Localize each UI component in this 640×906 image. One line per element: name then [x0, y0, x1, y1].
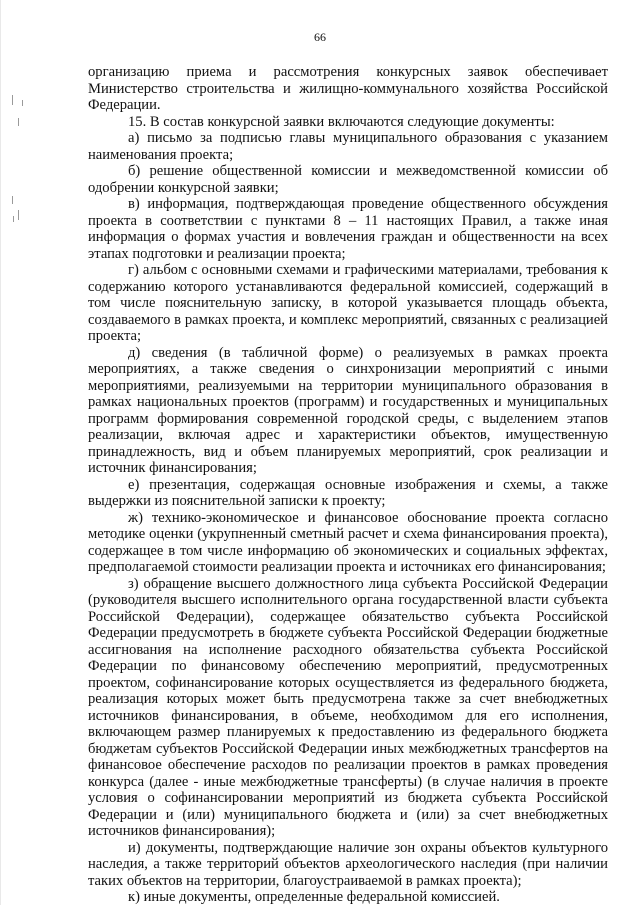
paragraph-item-i: и) документы, подтверждающие наличие зон охраны объектов культурного наследия, а также территорий объектов археологического наследия (при наличии таких объектов на территории, благоустраиваемой в рамках проекта); — [88, 839, 608, 889]
page-number: 66 — [314, 30, 326, 44]
paragraph-item-b: б) решение общественной комиссии и межведомственной комиссии об одобрении конкурсной заявки; — [88, 163, 608, 196]
document-body — [88, 64, 608, 906]
paragraph-item-d: д) сведения (в табличной форме) о реализуемых в рамках проекта мероприятиях, а также сведения о синхронизации мероприятий с иными мероприятиями, реализуемыми на территории муниципального образования в рамках национальных проектов (программ) и государственных и муниципальных программ формирования современной городской среды, с выделением этапов реализации, включая адрес и характеристики объектов, имущественную принадлежность, вид и объем планируемых мероприятий, срок реализации и источник финансирования; — [88, 344, 608, 476]
paragraph-item-15: 15. В состав конкурсной заявки включаются следующие документы: — [128, 113, 555, 130]
paragraph-item-a: а) письмо за подписью главы муниципального образования с указанием наименования проекта; — [88, 130, 608, 163]
paragraph-intro: организацию приема и рассмотрения конкурсных заявок обеспечивает Министерство строительства и жилищно-коммунального хозяйства Российской Федерации. — [88, 64, 608, 113]
paragraph-item-z: з) обращение высшего должностного лица субъекта Российской Федерации (руководителя высшего исполнительного органа государственной власти субъекта Российской Федерации), содержащее обязательство субъекта Российской Федерации предусмотреть в бюджете субъекта Российской Федерации бюджетные ассигнования на исполнение расходного обязательства субъекта Российской Федерации по финансовому обеспечению мероприятий, предусмотренных проектом, софинансирование которых осуществляется из федерального бюджета, реализация которых может быть предусмотрена также за счет внебюджетных источников финансирования, в объеме, необходимом для его исполнения, включающем размер планируемых к предоставлению из федерального бюджета бюджетам субъектов Российской Федерации иных межбюджетных трансфертов на финансовое обеспечение расходов по реализации проектов в рамках проведения конкурса (далее - иные межбюджетные трансферты) (в случае наличия в проекте условия о софинансировании мероприятий из бюджета субъекта Российской Федерации и (или) муниципального бюджета и (или) за счет внебюджетных источников финансирования); — [88, 575, 608, 839]
paragraph-item-k: к) иные документы, определенные федеральной комиссией. — [128, 889, 500, 905]
margin-scan-marks — [0, 0, 40, 905]
paragraph-item-g: г) альбом с основными схемами и графическими материалами, требования к содержанию которого устанавливаются федеральной комиссией, содержащий в том числе пояснительную записку, в которой указывается площадь объекта, создаваемого в рамках проекта, и комплекс мероприятий, связанных с реализацией проекта; — [88, 262, 608, 344]
paragraph-item-zh: ж) технико-экономическое и финансовое обоснование проекта согласно методике оценки (укрупненный сметный расчет и схема финансирования проекта), содержащее в том числе информацию об экономических и социальных эффектах, предполагаемой стоимости реализации проекта и источниках его финансирования; — [88, 509, 608, 575]
paragraph-item-v: в) информация, подтверждающая проведение общественного обсуждения проекта в соответствии с пунктами 8 – 11 настоящих Правил, а также иная информация о формах участия и вовлечения граждан и общественности на всех этапах подготовки и реализации проекта; — [88, 196, 608, 262]
paragraph-item-e: е) презентация, содержащая основные изображения и схемы, а также выдержки из пояснительной записки к проекту; — [88, 476, 608, 509]
